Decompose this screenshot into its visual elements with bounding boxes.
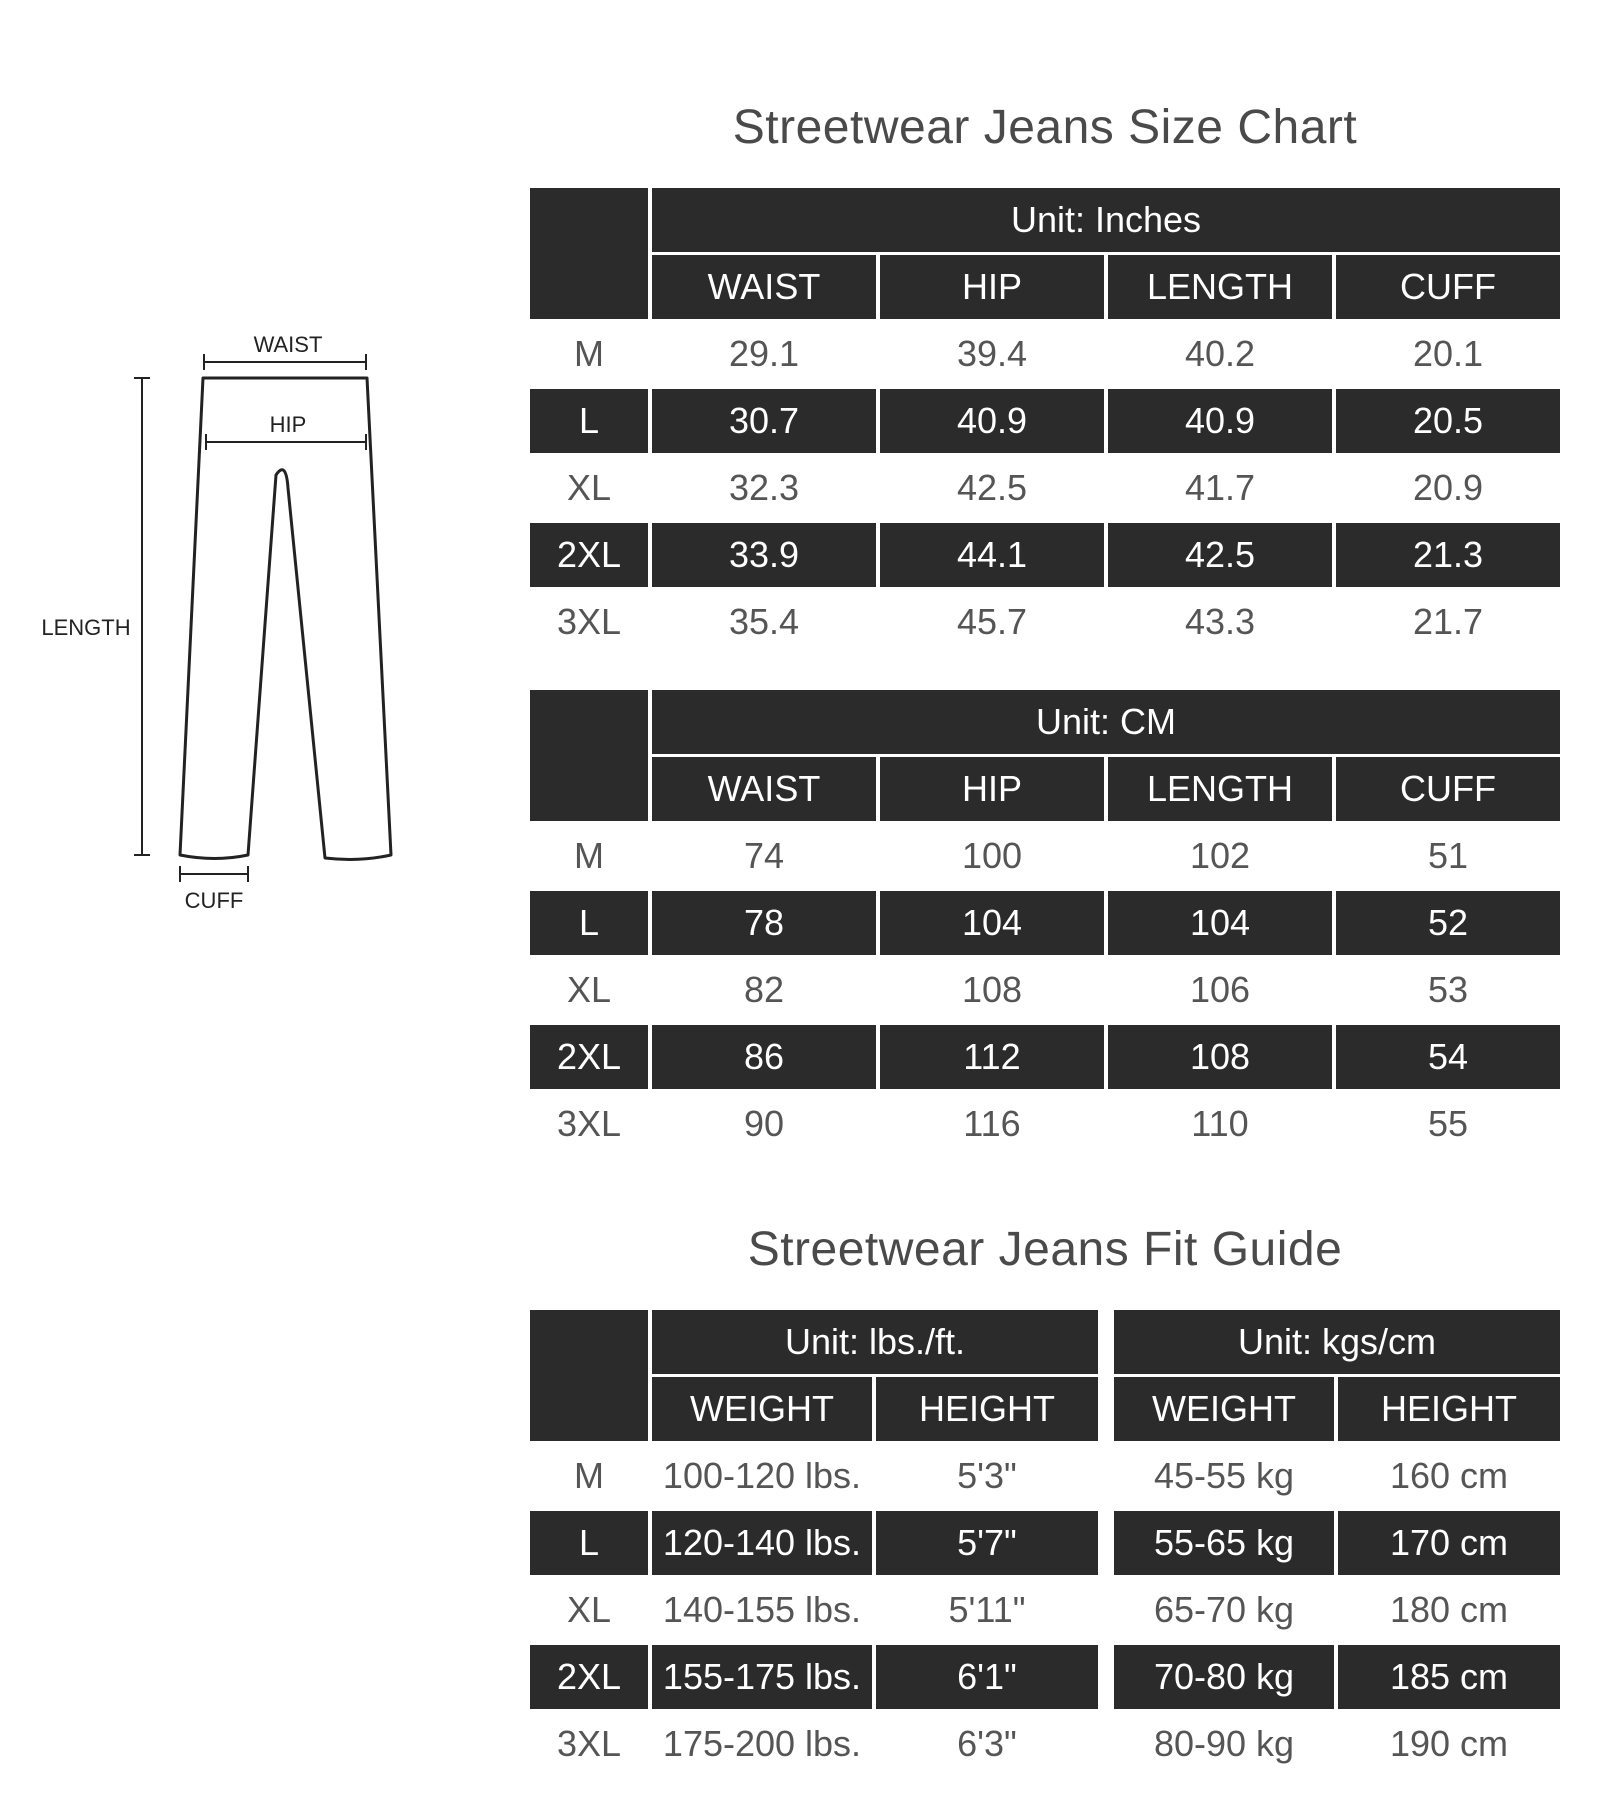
unit-header-metric: Unit: kgs/cm bbox=[1114, 1310, 1560, 1374]
table-cell: 32.3 bbox=[728, 467, 800, 508]
column-header-cuff: CUFF bbox=[1336, 757, 1560, 821]
table-cell: 35.4 bbox=[728, 601, 800, 642]
table-cell: 65-70 kg bbox=[1153, 1589, 1295, 1630]
table-cell: 40.2 bbox=[1184, 333, 1256, 374]
table-cell: 185 cm bbox=[1338, 1645, 1560, 1709]
table-cell: 30.7 bbox=[652, 389, 876, 453]
table-cell: 21.7 bbox=[1412, 601, 1484, 642]
size-label: 3XL bbox=[556, 1103, 622, 1144]
size-label: 3XL bbox=[556, 601, 622, 642]
table-cell: 155-175 lbs. bbox=[652, 1645, 872, 1709]
size-label: 3XL bbox=[556, 1723, 622, 1764]
table-cell: 140-155 lbs. bbox=[662, 1589, 862, 1630]
size-label: 2XL bbox=[530, 1645, 648, 1709]
size-chart-title: Streetwear Jeans Size Chart bbox=[732, 101, 1358, 154]
table-cell: 160 cm bbox=[1389, 1455, 1509, 1496]
table-cell: 100-120 lbs. bbox=[662, 1455, 862, 1496]
table-cell: 6'3" bbox=[957, 1723, 1017, 1764]
table-cell: 45.7 bbox=[956, 601, 1028, 642]
table-cell: 43.3 bbox=[1184, 601, 1256, 642]
table-cell: 33.9 bbox=[652, 523, 876, 587]
length-label: LENGTH bbox=[41, 615, 131, 640]
size-label: L bbox=[530, 389, 648, 453]
table-cell: 6'1" bbox=[876, 1645, 1098, 1709]
table-cell: 21.3 bbox=[1336, 523, 1560, 587]
table-cell: 55-65 kg bbox=[1114, 1511, 1334, 1575]
table-cell: 5'7" bbox=[876, 1511, 1098, 1575]
fit-guide-table bbox=[530, 1310, 1564, 1776]
table-cell: 175-200 lbs. bbox=[662, 1723, 862, 1764]
table-cell: 5'3" bbox=[957, 1455, 1017, 1496]
size-label: L bbox=[530, 891, 648, 955]
size-table-inches bbox=[530, 188, 1560, 654]
size-header-corner bbox=[530, 1310, 648, 1441]
table-cell: 53 bbox=[1427, 969, 1469, 1010]
table-cell: 20.9 bbox=[1412, 467, 1484, 508]
table-cell: 120-140 lbs. bbox=[652, 1511, 872, 1575]
table-cell: 110 bbox=[1191, 1103, 1249, 1144]
table-cell: 116 bbox=[963, 1103, 1021, 1144]
pants-diagram bbox=[0, 300, 420, 920]
column-header-length: LENGTH bbox=[1108, 255, 1332, 319]
table-cell: 54 bbox=[1336, 1025, 1560, 1089]
size-table-cm bbox=[530, 690, 1560, 1156]
column-header-cuff: CUFF bbox=[1336, 255, 1560, 319]
unit-header-imperial: Unit: lbs./ft. bbox=[652, 1310, 1098, 1374]
table-cell: 86 bbox=[652, 1025, 876, 1089]
table-cell: 55 bbox=[1427, 1103, 1469, 1144]
column-header-weight-metric: WEIGHT bbox=[1114, 1377, 1334, 1441]
table-cell: 82 bbox=[743, 969, 785, 1010]
table-cell: 90 bbox=[743, 1103, 785, 1144]
table-cell: 29.1 bbox=[728, 333, 800, 374]
table-cell: 40.9 bbox=[880, 389, 1104, 453]
table-cell: 108 bbox=[961, 969, 1023, 1010]
size-label: XL bbox=[566, 467, 612, 508]
table-cell: 180 cm bbox=[1389, 1589, 1509, 1630]
unit-header-cm: Unit: CM bbox=[652, 690, 1560, 754]
table-cell: 80-90 kg bbox=[1153, 1723, 1295, 1764]
table-cell: 102 bbox=[1189, 835, 1251, 876]
table-cell: 39.4 bbox=[956, 333, 1028, 374]
table-cell: 170 cm bbox=[1338, 1511, 1560, 1575]
size-label: M bbox=[574, 333, 604, 374]
size-label: M bbox=[574, 1455, 604, 1496]
cuff-label: CUFF bbox=[184, 888, 244, 913]
size-label: 2XL bbox=[530, 523, 648, 587]
table-divider bbox=[1102, 1310, 1110, 1776]
column-header-hip: HIP bbox=[880, 255, 1104, 319]
column-header-height-metric: HEIGHT bbox=[1338, 1377, 1560, 1441]
size-header-corner bbox=[530, 188, 648, 319]
column-header-hip: HIP bbox=[880, 757, 1104, 821]
table-cell: 42.5 bbox=[956, 467, 1028, 508]
table-cell: 108 bbox=[1108, 1025, 1332, 1089]
table-cell: 40.9 bbox=[1108, 389, 1332, 453]
table-cell: 74 bbox=[743, 835, 785, 876]
table-cell: 51 bbox=[1427, 835, 1469, 876]
table-cell: 106 bbox=[1189, 969, 1251, 1010]
column-header-waist: WAIST bbox=[652, 757, 876, 821]
table-cell: 112 bbox=[880, 1025, 1104, 1089]
column-header-waist: WAIST bbox=[652, 255, 876, 319]
table-cell: 20.5 bbox=[1336, 389, 1560, 453]
hip-label: HIP bbox=[269, 412, 307, 437]
table-cell: 20.1 bbox=[1412, 333, 1484, 374]
table-cell: 78 bbox=[652, 891, 876, 955]
fit-guide-title: Streetwear Jeans Fit Guide bbox=[747, 1223, 1343, 1276]
table-cell: 44.1 bbox=[880, 523, 1104, 587]
table-cell: 104 bbox=[880, 891, 1104, 955]
size-label: XL bbox=[566, 969, 612, 1010]
table-cell: 70-80 kg bbox=[1114, 1645, 1334, 1709]
size-label: M bbox=[574, 835, 604, 876]
column-header-height-imperial: HEIGHT bbox=[876, 1377, 1098, 1441]
table-cell: 41.7 bbox=[1184, 467, 1256, 508]
column-header-length: LENGTH bbox=[1108, 757, 1332, 821]
pants-outline-illustration bbox=[0, 300, 420, 920]
table-cell: 5'11" bbox=[948, 1589, 1026, 1630]
size-header-corner bbox=[530, 690, 648, 821]
table-cell: 100 bbox=[961, 835, 1023, 876]
size-label: L bbox=[530, 1511, 648, 1575]
unit-header-inches: Unit: Inches bbox=[652, 188, 1560, 252]
waist-label: WAIST bbox=[253, 332, 323, 357]
table-cell: 104 bbox=[1108, 891, 1332, 955]
size-label: XL bbox=[566, 1589, 612, 1630]
table-cell: 42.5 bbox=[1108, 523, 1332, 587]
column-header-weight-imperial: WEIGHT bbox=[652, 1377, 872, 1441]
table-cell: 190 cm bbox=[1389, 1723, 1509, 1764]
table-cell: 45-55 kg bbox=[1153, 1455, 1295, 1496]
size-label: 2XL bbox=[530, 1025, 648, 1089]
table-cell: 52 bbox=[1336, 891, 1560, 955]
